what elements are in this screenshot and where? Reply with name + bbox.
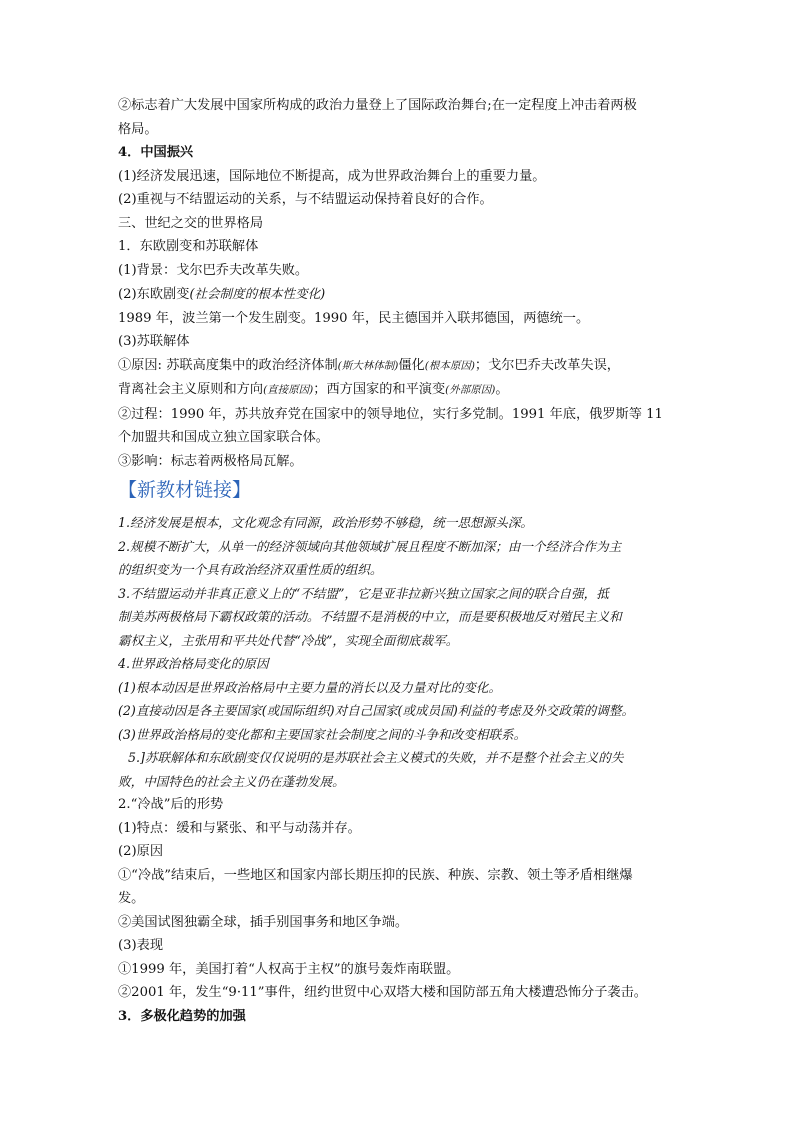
text-line: ①1999 年，美国打着“人权高于主权”的旗号轰炸南联盟。 <box>118 961 460 977</box>
text-line: 的组织变为一个具有政治经济双重性质的组织。 <box>118 562 383 577</box>
note-segment: (根本原因) <box>424 359 475 372</box>
text-line: ①“冷战”结束后，一些地区和国家内部长期压抑的民族、种族、宗教、领土等矛盾相继爆 <box>118 867 633 883</box>
text-segment: (2)东欧剧变 <box>118 287 190 302</box>
text-segment: 背离社会主义原则和方向 <box>118 382 264 397</box>
text-segment: ①原因: 苏联高度集中的政治经济体制 <box>118 357 338 373</box>
section-heading: 三、世纪之交的世界格局 <box>118 215 264 231</box>
note-segment: (直接原因) <box>263 384 314 396</box>
text-line: (2)原因 <box>118 844 164 859</box>
text-line: (3)表现 <box>118 938 164 953</box>
text-line: 霸权主义，主张用和平共处代替“冷战”，实现全面彻底裁军。 <box>118 632 459 648</box>
note-segment: (社会制度的根本性变化) <box>189 286 326 301</box>
text-segment: 僵化 <box>398 357 425 373</box>
text-line <box>118 354 684 379</box>
text-line: (2)重视与不结盟运动的关系，与不结盟运动保持着良好的合作。 <box>118 192 493 207</box>
subsection-heading: 2.“冷战”后的形势 <box>118 797 224 812</box>
section-heading: 4．中国振兴 <box>118 145 194 160</box>
subsection-heading: 3．多极化趋势的加强 <box>118 1008 246 1024</box>
text-line: 败，中国特色的社会主义仍在蓬勃发展。 <box>118 773 345 789</box>
text-line <box>118 378 684 403</box>
text-line: (3)苏联解体 <box>118 334 190 349</box>
text-line: ②2001 年，发生“9·11”事件，纽约世贸中心双塔大楼和国防部五角大楼遭恐怖分子袭击。 <box>118 985 647 1000</box>
text-line: 5.]苏联解体和东欧剧变仅仅说明的是苏联社会主义模式的失败，并不是整个社会主义的失 <box>128 750 624 765</box>
text-segment: 。 <box>495 382 509 397</box>
text-line: 1989 年，波兰第一个发生剧变。1990 年，民主德国并入联邦德国，两德统一。 <box>118 310 590 326</box>
text-line: ②标志着广大发展中国家所构成的政治力量登上了国际政治舞台;在一定程度上冲击着两极 <box>118 98 637 113</box>
text-line: 1.经济发展是根本，文化观念有同源，政治形势不够稳，统一思想源头深。 <box>118 515 534 530</box>
text-line: 4.世界政治格局变化的原因 <box>118 656 269 671</box>
text-segment: ；西方国家的和平演变 <box>313 382 446 397</box>
text-line: 2.规模不断扩大，从单一的经济领域向其他领域扩展且程度不断加深；由一个经济合作为主 <box>118 538 622 554</box>
text-line: 个加盟共和国成立独立国家联合体。 <box>118 430 329 445</box>
text-line <box>118 282 684 307</box>
text-line: (1)背景：戈尔巴乔夫改革失败。 <box>118 262 309 278</box>
new-textbook-link-banner: 【新教材链接】 <box>118 479 252 501</box>
text-line: ②过程：1990 年，苏共放弃党在国家中的领导地位，实行多党制。1991 年底，俄罗斯等 11 <box>118 406 663 422</box>
document-body <box>118 94 684 1028</box>
text-line: 制美苏两极格局下霸权政策的活动。不结盟不是消极的中立，而是要积极地反对殖民主义和 <box>118 609 622 624</box>
text-line: (3)世界政治格局的变化都和主要国家社会制度之间的斗争和改变相联系。 <box>118 726 527 742</box>
text-line: 发。 <box>118 891 145 906</box>
text-line: (1)根本动因是世界政治格局中主要力量的消长以及力量对比的变化。 <box>118 679 502 695</box>
text-line: ③影响：标志着两极格局瓦解。 <box>118 453 303 469</box>
text-segment: ；戈尔巴乔夫改革失误， <box>474 357 620 373</box>
text-line: ②美国试图独霸全球，插手别国事务和地区争端。 <box>118 914 409 930</box>
text-line: (1)特点：缓和与紧张、和平与动荡并存。 <box>118 820 361 836</box>
note-segment: (外部原因) <box>445 384 496 396</box>
note-segment: (斯大林体制) <box>337 359 399 372</box>
text-line: 3.不结盟运动并非真正意义上的“不结盟”，它是亚非拉新兴独立国家之间的联合自强，抵 <box>118 585 609 601</box>
text-line: 格局。 <box>118 121 158 137</box>
text-line: (2)直接动因是各主要国家(或国际组织)对自己国家(或成员国)利益的考虑及外交政策的调整。 <box>118 703 635 718</box>
subsection-heading: 1．东欧剧变和苏联解体 <box>118 239 259 254</box>
text-line: (1)经济发展迅速，国际地位不断提高，成为世界政治舞台上的重要力量。 <box>118 168 546 184</box>
